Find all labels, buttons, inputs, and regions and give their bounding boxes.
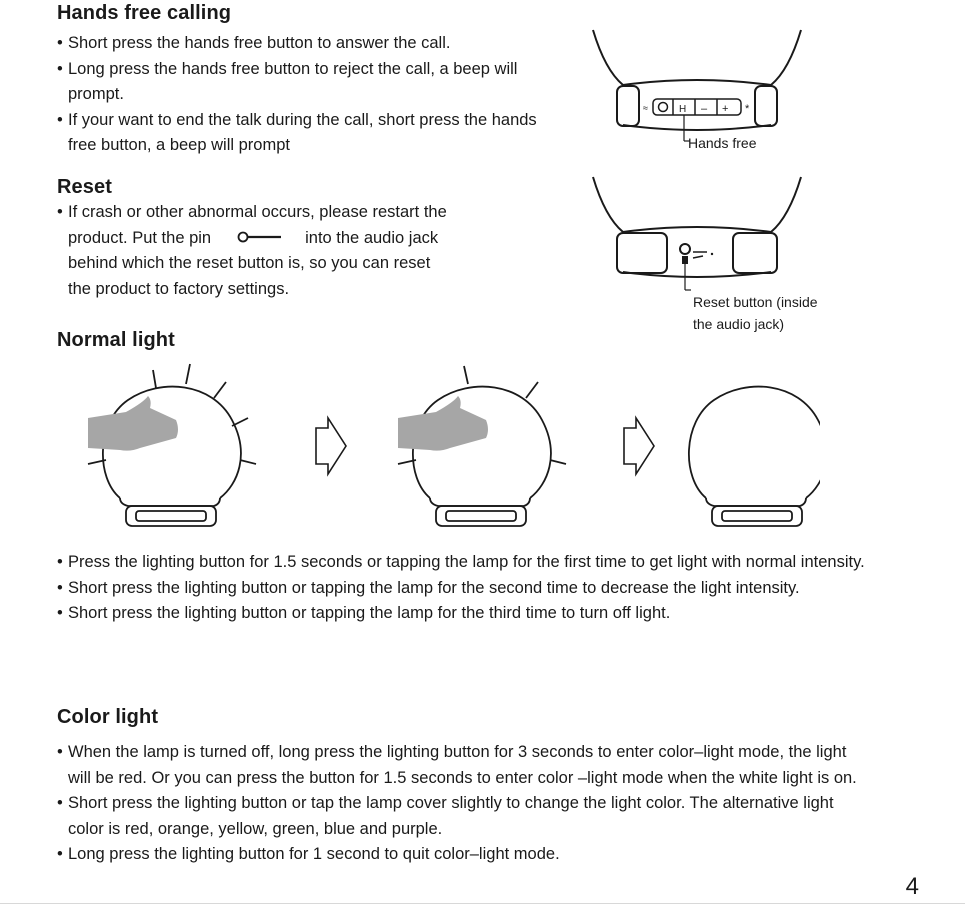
reset-bullets <box>57 200 537 302</box>
list-item: • When the lamp is turned off, long press the lighting button for 3 seconds to enter color–light mode, the light will be red. Or you can press the button for 1.5 seconds to enter color –light mode when the white light is on. <box>57 740 857 791</box>
list-item: • If your want to end the talk during the call, short press the hands free button, a beep will prompt <box>57 108 537 159</box>
svg-text:*: * <box>745 103 750 115</box>
normal-light-title: Normal light <box>57 329 175 351</box>
speaker-reset-illustration <box>585 172 815 307</box>
hands-free-title: Hands free calling <box>57 2 232 24</box>
reset-line-1: If crash or other abnormal occurs, please restart the <box>68 203 447 221</box>
reset-title: Reset <box>57 176 112 198</box>
list-item: • Press the lighting button for 1.5 seconds or tapping the lamp for the first time to get light with normal intensity. <box>57 550 887 576</box>
reset-line-2a: product. Put the pin <box>68 228 212 247</box>
reset-line-2b: into the audio jack <box>305 228 439 247</box>
reset-line-4: the product to factory settings. <box>68 279 290 298</box>
svg-text:H: H <box>679 104 687 115</box>
list-item: • Short press the hands free button to answer the call. <box>57 31 537 57</box>
list-item: • Short press the lighting button or tapping the lamp for the third time to turn off light. <box>57 601 887 627</box>
reset-caption-line-2: the audio jack) <box>693 316 785 332</box>
arrow-right-icon <box>624 418 654 474</box>
bottom-divider <box>0 903 965 904</box>
list-item <box>57 200 537 302</box>
lamp-dim-light-icon <box>398 366 566 526</box>
list-item: • Long press the lighting button for 1 second to quit color–light mode. <box>57 842 857 868</box>
list-item: • Short press the lighting button or tapping the lamp for the second time to decrease the light intensity. <box>57 576 887 602</box>
arrow-right-icon <box>316 418 346 474</box>
list-item: • Short press the lighting button or tap the lamp cover slightly to change the light color. The alternative light color is red, orange, yellow, green, blue and purple. <box>57 791 857 842</box>
svg-text:+: + <box>722 103 729 115</box>
normal-light-bullets <box>57 550 887 627</box>
normal-light-sequence-illustration <box>80 360 820 540</box>
svg-text:–: – <box>701 103 708 115</box>
page-number: 4 <box>905 873 919 900</box>
lamp-full-light-icon <box>88 364 256 526</box>
reset-line-3: behind which the reset button is, so you can reset <box>68 254 431 273</box>
list-item: • Long press the hands free button to reject the call, a beep will prompt. <box>57 57 537 108</box>
reset-caption-line-1: Reset button (inside <box>693 294 818 310</box>
color-light-bullets <box>57 740 857 868</box>
color-light-title: Color light <box>57 706 159 728</box>
lamp-off-icon <box>689 387 820 526</box>
hands-free-bullets <box>57 31 537 159</box>
svg-text:≈: ≈ <box>643 103 648 113</box>
pin-icon <box>237 226 283 252</box>
hands-free-caption: Hands free <box>688 135 757 151</box>
